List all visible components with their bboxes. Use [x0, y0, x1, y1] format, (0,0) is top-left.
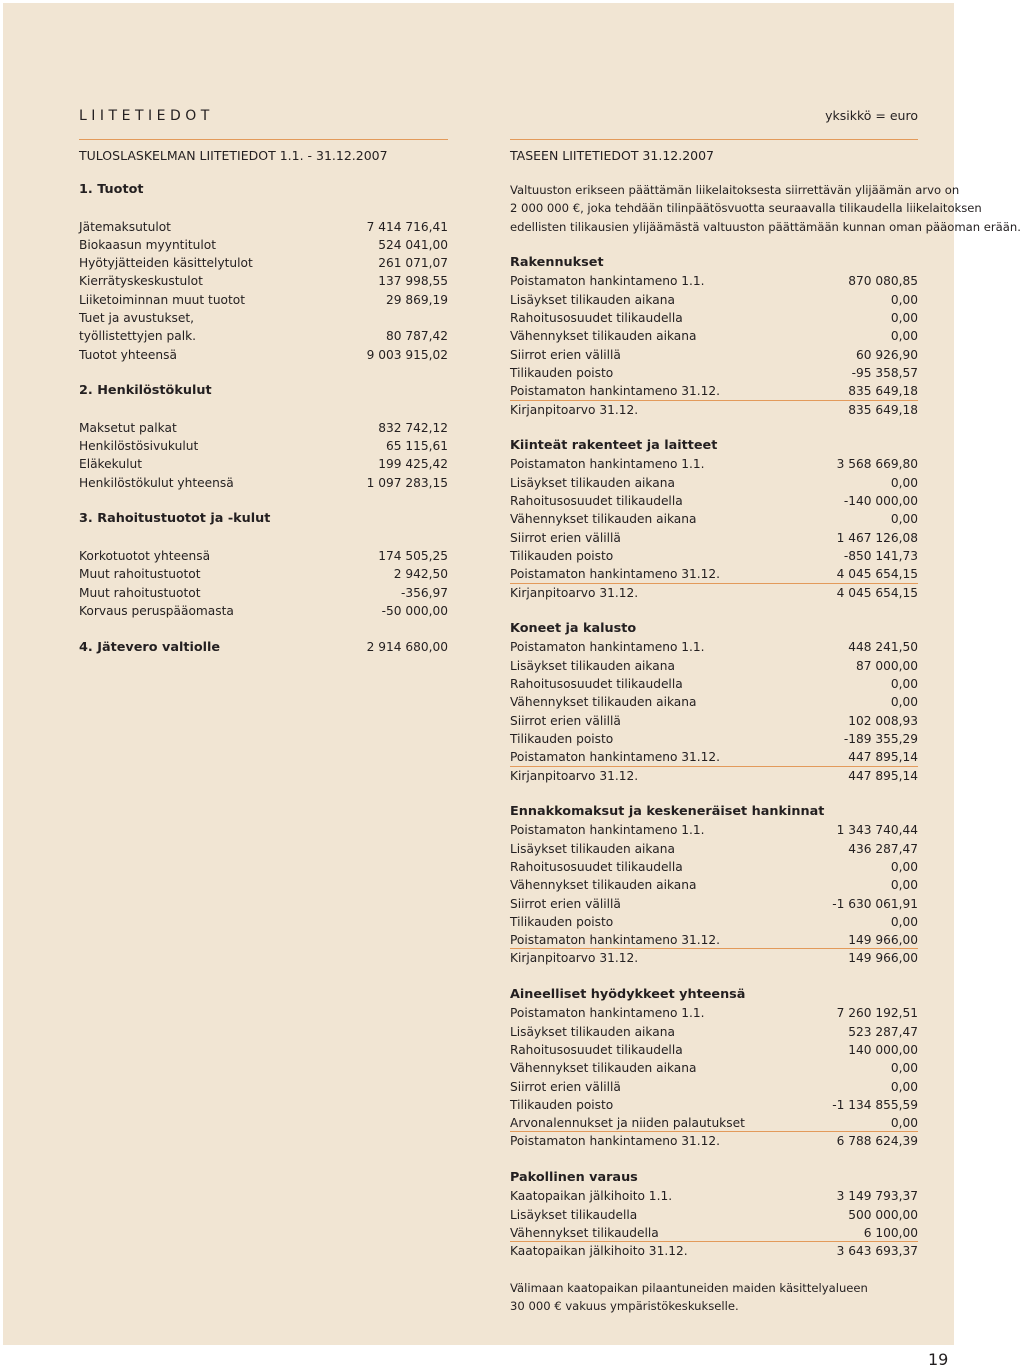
table-row: Siirrot erien välillä 0,00	[510, 1079, 918, 1094]
table-row: Jätemaksutulot 7 414 716,41	[79, 219, 448, 234]
table-row: Siirrot erien välillä 1 467 126,08	[510, 530, 918, 545]
table-row: Kaatopaikan jälkihoito 31.12. 3 643 693,37	[510, 1244, 918, 1259]
table-row: Kierrätyskeskustulot 137 998,55	[79, 274, 448, 289]
table-row: Biokaasun myyntitulot 524 041,00	[79, 237, 448, 252]
section-title-rahoitustuotot: 3. Rahoitustuotot ja -kulut	[79, 511, 271, 527]
table-row: Tilikauden poisto -1 134 855,59	[510, 1097, 918, 1112]
table-row: Rahoitusosuudet tilikaudella 0,00	[510, 311, 918, 326]
table-row: Henkilöstösivukulut 65 115,61	[79, 439, 448, 454]
table-row: Poistamaton hankintameno 1.1. 1 343 740,44	[510, 823, 918, 838]
section-title-rakenteet: Kiinteät rakenteet ja laitteet	[510, 438, 718, 454]
page-number: 19	[928, 1350, 949, 1369]
table-row: Siirrot erien välillä 60 926,90	[510, 347, 918, 362]
table-row: Vähennykset tilikaudella 6 100,00	[510, 1224, 918, 1242]
left-column	[79, 181, 448, 657]
table-row: Lisäykset tilikaudella 500 000,00	[510, 1207, 918, 1222]
table-row-total: Henkilöstökulut yhteensä 1 097 283,15	[79, 475, 448, 490]
table-row: työllistettyjen palk. 80 787,42	[79, 329, 448, 344]
section-title-koneet: Koneet ja kalusto	[510, 621, 637, 637]
table-row: Rahoitusosuudet tilikaudella 0,00	[510, 677, 918, 692]
table-row: Poistamaton hankintameno 1.1. 7 260 192,51	[510, 1006, 918, 1021]
table-row: Kirjanpitoarvo 31.12. 149 966,00	[510, 951, 918, 966]
section-title-pakollinen-varaus: Pakollinen varaus	[510, 1170, 638, 1186]
table-row: Lisäykset tilikauden aikana 0,00	[510, 475, 918, 490]
section-title-tuotot: 1. Tuotot	[79, 182, 144, 197]
table-row: Lisäykset tilikauden aikana 0,00	[510, 292, 918, 307]
table-row: Rahoitusosuudet tilikaudella 140 000,00	[510, 1042, 918, 1057]
table-row: Tilikauden poisto 0,00	[510, 914, 918, 929]
table-row: Vähennykset tilikauden aikana 0,00	[510, 512, 918, 527]
table-row: Hyötyjätteiden käsittelytulot 261 071,07	[79, 256, 448, 271]
table-row: Lisäykset tilikauden aikana 523 287,47	[510, 1024, 918, 1039]
table-row: Korkotuotot yhteensä 174 505,25	[79, 548, 448, 563]
section-title-rakennukset: Rakennukset	[510, 255, 604, 271]
table-row: Tuet ja avustukset,	[79, 311, 195, 326]
jatevero-row: 4. Jätevero valtiolle 2 914 680,00	[79, 638, 448, 656]
table-row: Poistamaton hankintameno 31.12. 4 045 654,15	[510, 565, 918, 583]
footnote-line: 30 000 € vakuus ympäristökeskukselle.	[510, 1299, 739, 1314]
table-row: Poistamaton hankintameno 31.12. 835 649,18	[510, 382, 918, 400]
unit-note: yksikkö = euro	[825, 108, 918, 123]
table-row: Eläkekulut 199 425,42	[79, 457, 448, 472]
table-row: Poistamaton hankintameno 31.12. 149 966,00	[510, 931, 918, 949]
table-row: Rahoitusosuudet tilikaudella 0,00	[510, 859, 918, 874]
table-row: Muut rahoitustuotot -356,97	[79, 585, 448, 600]
table-row: Lisäykset tilikauden aikana 87 000,00	[510, 658, 918, 673]
intro-line: edellisten tilikausien ylijäämästä valtuuston päättämään kunnan oman pääoman erään.	[510, 219, 1021, 234]
section-title-ennakkomaksut: Ennakkomaksut ja keskeneräiset hankinnat	[510, 804, 825, 820]
right-heading-rule	[510, 139, 918, 140]
right-column-heading: TASEEN LIITETIEDOT 31.12.2007	[510, 148, 715, 163]
table-row: Vähennykset tilikauden aikana 0,00	[510, 1061, 918, 1076]
table-row: Vähennykset tilikauden aikana 0,00	[510, 329, 918, 344]
table-row: Vähennykset tilikauden aikana 0,00	[510, 695, 918, 710]
footnote-line: Välimaan kaatopaikan pilaantuneiden maiden käsittelyalueen	[510, 1280, 868, 1295]
table-row: Tilikauden poisto -850 141,73	[510, 548, 918, 563]
table-row: Siirrot erien välillä 102 008,93	[510, 713, 918, 728]
table-row: Vähennykset tilikauden aikana 0,00	[510, 878, 918, 893]
intro-line: Valtuuston erikseen päättämän liikelaitoksesta siirrettävän ylijäämän arvo on	[510, 183, 960, 197]
table-row: Arvonalennukset ja niiden palautukset 0,00	[510, 1114, 918, 1132]
table-row: Maksetut palkat 832 742,12	[79, 420, 448, 435]
table-row: Kirjanpitoarvo 31.12. 447 895,14	[510, 768, 918, 783]
table-row: Tilikauden poisto -95 358,57	[510, 365, 918, 380]
table-row: Korvaus peruspääomasta -50 000,00	[79, 603, 448, 618]
left-column-heading: TULOSLASKELMAN LIITETIEDOT 1.1. - 31.12.2007	[79, 148, 388, 163]
table-row: Liiketoiminnan muut tuotot 29 869,19	[79, 292, 448, 307]
table-row: Kirjanpitoarvo 31.12. 835 649,18	[510, 402, 918, 417]
intro-line: 2 000 000 €, joka tehdään tilinpäätösvuotta seuraavalla tilikaudella liikelaitoksen	[510, 201, 982, 216]
table-row: Poistamaton hankintameno 31.12. 447 895,14	[510, 748, 918, 766]
section-title-aineelliset: Aineelliset hyödykkeet yhteensä	[510, 987, 746, 1003]
table-row: Poistamaton hankintameno 31.12. 6 788 624,39	[510, 1134, 918, 1149]
table-row: Poistamaton hankintameno 1.1. 870 080,85	[510, 274, 918, 289]
table-row: Poistamaton hankintameno 1.1. 3 568 669,80	[510, 457, 918, 472]
table-row: Poistamaton hankintameno 1.1. 448 241,50	[510, 640, 918, 655]
section-title-henkilostokulut: 2. Henkilöstökulut	[79, 383, 212, 399]
table-row: Lisäykset tilikauden aikana 436 287,47	[510, 841, 918, 856]
right-column	[510, 181, 1021, 1315]
table-row: Siirrot erien välillä -1 630 061,91	[510, 896, 918, 911]
section-title-jatevero: 4. Jätevero valtiolle	[79, 640, 221, 656]
page-title: LIITETIEDOT	[79, 108, 214, 124]
table-row: Kirjanpitoarvo 31.12. 4 045 654,15	[510, 585, 918, 600]
table-row: Tilikauden poisto -189 355,29	[510, 731, 918, 746]
table-row: Muut rahoitustuotot 2 942,50	[79, 567, 448, 582]
left-heading-rule	[79, 139, 448, 140]
table-row: Kaatopaikan jälkihoito 1.1. 3 149 793,37	[510, 1189, 918, 1204]
table-row-total: Tuotot yhteensä 9 003 915,02	[79, 347, 448, 362]
table-row: Rahoitusosuudet tilikaudella -140 000,00	[510, 494, 918, 509]
